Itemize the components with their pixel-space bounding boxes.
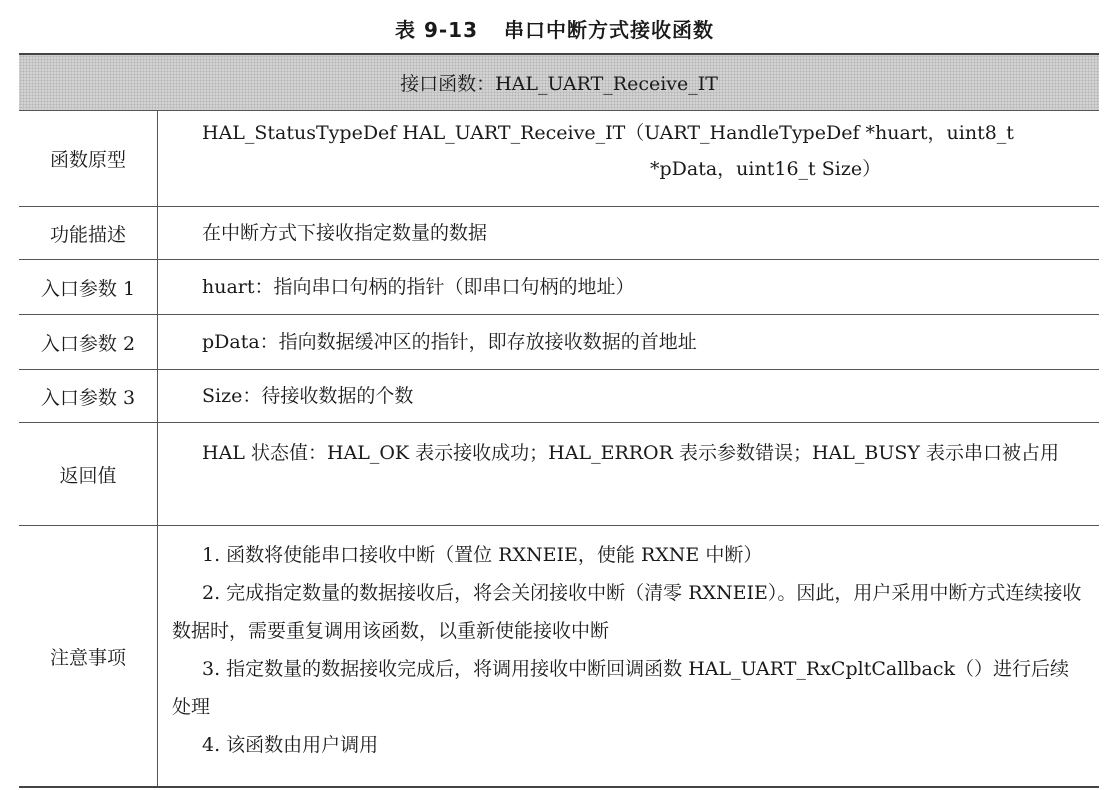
- prototype-line-1: HAL_StatusTypeDef HAL_UART_Receive_IT（UART_HandleTypeDef *huart，uint8_t: [202, 122, 1014, 144]
- row-label: 函数原型: [19, 111, 158, 206]
- row-label: 入口参数 2: [19, 315, 158, 369]
- param-1-text: huart：指向串口句柄的指针（即串口句柄的地址）: [202, 276, 635, 298]
- table-row-prototype: [19, 111, 1099, 207]
- prototype-content: [158, 111, 1099, 206]
- table-row-param-3: [19, 370, 1099, 423]
- function-spec-table: [19, 53, 1099, 788]
- param-3-text: Size：待接收数据的个数: [202, 385, 414, 407]
- header-text: 接口函数：HAL_UART_Receive_IT: [400, 73, 718, 95]
- notes-content: [158, 526, 1099, 786]
- table-row-param-2: [19, 315, 1099, 370]
- row-label: 功能描述: [19, 207, 158, 259]
- table-header: [19, 55, 1099, 111]
- param-2-text: pData：指向数据缓冲区的指针，即存放接收数据的首地址: [202, 331, 697, 353]
- row-label: 入口参数 3: [19, 370, 158, 422]
- table-title: 串口中断方式接收函数: [504, 18, 714, 42]
- return-text: HAL 状态值：HAL_OK 表示接收成功；HAL_ERROR 表示参数错误；HAL_BUSY 表示串口被占用: [202, 442, 1059, 464]
- table-row-notes: [19, 526, 1099, 786]
- table-row-param-1: [19, 260, 1099, 315]
- table-number: 表 9-13: [394, 18, 478, 42]
- note-item: 1. 函数将使能串口接收中断（置位 RXNEIE，使能 RXNE 中断）: [202, 544, 763, 566]
- table-caption: [0, 14, 1109, 43]
- prototype-line-2: *pData，uint16_t Size）: [650, 158, 882, 180]
- row-label: 入口参数 1: [19, 260, 158, 314]
- row-label: 注意事项: [19, 526, 158, 786]
- note-item: 4. 该函数由用户调用: [202, 734, 379, 756]
- description-text: 在中断方式下接收指定数量的数据: [202, 222, 488, 244]
- note-item: 2. 完成指定数量的数据接收后，将会关闭接收中断（清零 RXNEIE）。因此，用户采用中断方式连续接收数据时，需要重复调用该函数，以重新使能接收中断: [172, 582, 1082, 642]
- row-label: 返回值: [19, 423, 158, 525]
- table-row-description: [19, 207, 1099, 260]
- note-item: 3. 指定数量的数据接收完成后，将调用接收中断回调函数 HAL_UART_RxCpltCallback（）进行后续处理: [172, 658, 1070, 718]
- table-row-return: [19, 423, 1099, 526]
